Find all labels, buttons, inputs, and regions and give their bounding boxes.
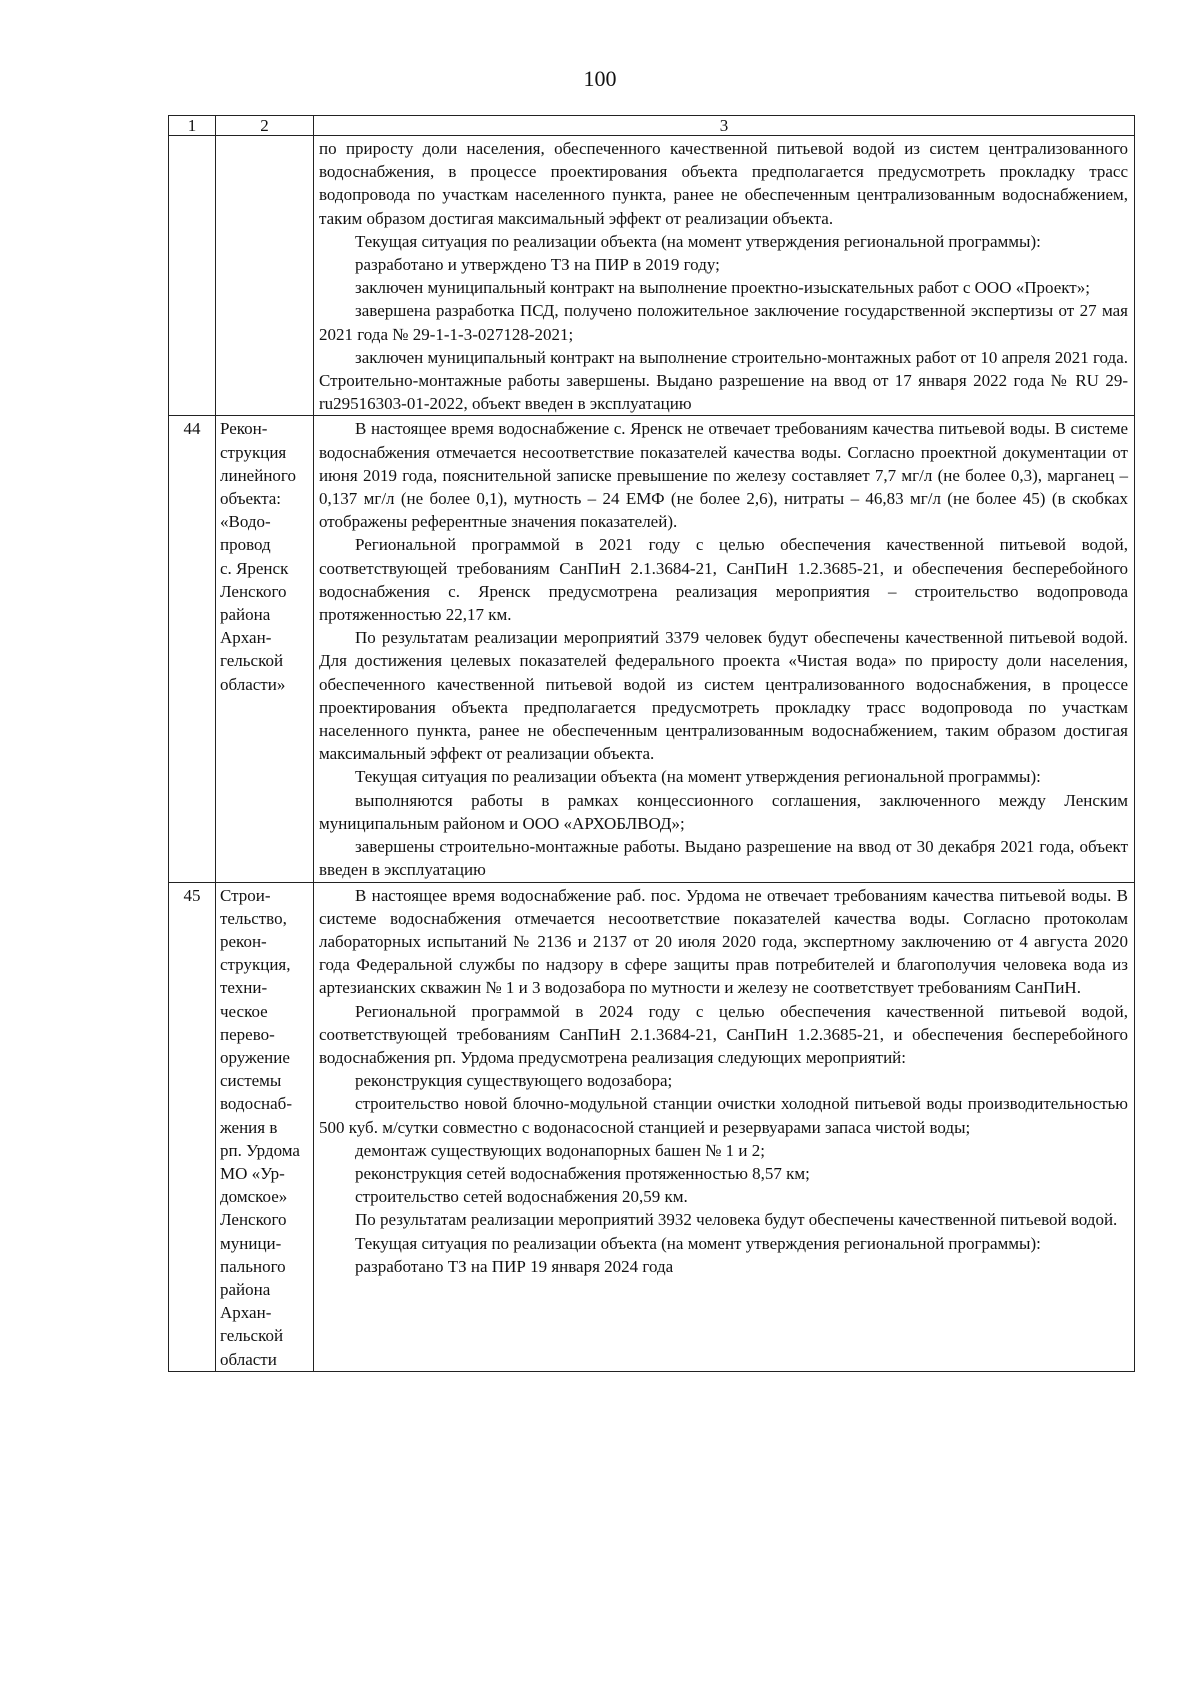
object-name-line: Строи- xyxy=(220,885,271,905)
table-row xyxy=(169,416,1135,882)
description-paragraph: В настоящее время водоснабжение с. Яренск не отвечает требованиям качества питьевой воды. В системе водоснабжения отмечается несоответствие показателей качества воды. Согласно проектной документации от июня 2019 года, пояснительной записке превышение по железу составляет 7,7 мг/л (не более 0,3), марганец – 0,137 мг/л (не более 0,1), мутность – 24 ЕМФ (не более 2,6), нитраты – 46,83 мг/л (не более 45) (в скобках отображены референтные значения показателей). xyxy=(319,419,1128,532)
row-number: 44 xyxy=(169,416,216,882)
description-paragraph: завершена разработка ПСД, получено положительное заключение государственной экспертизы от 27 мая 2021 года № 29-1-1-3-027128-2021; xyxy=(319,301,1128,344)
object-name-line: перево- xyxy=(220,1024,275,1044)
row-number: 45 xyxy=(169,882,216,1371)
description-paragraph: Региональной программой в 2024 году с целью обеспечения качественной питьевой водой, соответствующей требованиям СанПиН 2.1.3684-21, СанПиН 1.2.3685-21, и обеспечения бесперебойного водоснабжения рп. Урдома предусмотрена реализация следующих мероприятий: xyxy=(319,1001,1128,1067)
description-paragraph: заключен муниципальный контракт на выполнение строительно-монтажных работ от 10 апреля 2021 года. Строительно-монтажные работы завершены. Выдано разрешение на ввод от 17 января 2022 года № RU 29-ru29516303-01-2022, объект введен в эксплуатацию xyxy=(319,347,1128,414)
description xyxy=(314,882,1135,1371)
object-name-line: техни- xyxy=(220,978,268,998)
row-number xyxy=(169,136,216,416)
description-paragraph: строительство новой блочно-модульной станции очистки холодной питьевой воды производительностью 500 куб. м/сутки совместно с водонасосной станцией и резервуарами запаса чистой воды; xyxy=(319,1094,1128,1137)
description-paragraph: выполняются работы в рамках концессионного соглашения, заключенного между Ленским муниципальным районом и ООО «АРХОБЛВОД»; xyxy=(319,790,1128,833)
description-paragraph: По результатам реализации мероприятий 3379 человек будут обеспечены качественной питьевой водой. Для достижения целевых показателей федерального проекта «Чистая вода» по приросту доли населения, обеспеченного качественной питьевой водой из систем централизованного водоснабжения, в процессе проектирования объекта предполагается предусмотреть прокладку трасс водопровода по участкам населенного пункта, ранее не обеспеченным централизованным водоснабжением, таким образом достигая максимальный эффект от реализации объекта. xyxy=(319,628,1128,764)
object-name-line: рп. Урдома xyxy=(220,1140,300,1160)
description-paragraph: разработано ТЗ на ПИР 19 января 2024 года xyxy=(355,1256,674,1276)
description-paragraph: реконструкция сетей водоснабжения протяженностью 8,57 км; xyxy=(355,1163,810,1183)
object-name-line: линейного xyxy=(220,465,296,485)
object-name-line: струкция, xyxy=(220,955,291,975)
description-paragraph: В настоящее время водоснабжение раб. пос. Урдома не отвечает требованиям качества питьевой воды. В системе водоснабжения отмечается несоответствие показателей качества воды. Согласно протоколам лабораторных испытаний № 2136 и 2137 от 20 июля 2020 года, экспертному заключению от 4 августа 2020 года Федеральной службы по надзору в сфере защиты прав потребителей и благополучия человека вода из артезианских скважин № 1 и 3 водозабора по мутности и железу не соответствует требованиям СанПиН. xyxy=(319,885,1128,998)
object-name-line: струкция xyxy=(220,442,287,462)
object-name-line: с. Яренск xyxy=(220,558,289,578)
header-col-2: 2 xyxy=(216,116,314,136)
object-name-line: области» xyxy=(220,674,286,694)
object-name-line: ческое xyxy=(220,1001,268,1021)
object-name-line: оружение xyxy=(220,1047,290,1067)
description-paragraph: завершены строительно-монтажные работы. Выдано разрешение на ввод от 30 декабря 2021 года, объект введен в эксплуатацию xyxy=(319,837,1128,880)
table-header-row xyxy=(169,116,1135,136)
object-name-line: «Водо- xyxy=(220,512,271,532)
object-name-line: Ленского xyxy=(220,581,287,601)
description xyxy=(314,136,1135,416)
object-name-line: жения в xyxy=(220,1117,278,1137)
description-paragraph: строительство сетей водоснабжения 20,59 км. xyxy=(355,1187,688,1207)
description-paragraph: Региональной программой в 2021 году с целью обеспечения качественной питьевой водой, соответствующей требованиям СанПиН 2.1.3684-21, СанПиН 1.2.3685-21, и обеспечения бесперебойного водоснабжения с. Яренск предусмотрена реализация мероприятия – строительство водопровода протяженностью 22,17 км. xyxy=(319,535,1128,625)
description-paragraph: разработано и утверждено ТЗ на ПИР в 2019 году; xyxy=(355,255,720,275)
object-name-line: Архан- xyxy=(220,1303,272,1323)
description-paragraph: Текущая ситуация по реализации объекта (на момент утверждения региональной программы): xyxy=(355,1233,1041,1253)
object-name-line: водоснаб- xyxy=(220,1094,292,1114)
description-paragraph: По результатам реализации мероприятий 3932 человека будут обеспечены качественной питьевой водой. xyxy=(355,1210,1118,1230)
description-paragraph: демонтаж существующих водонапорных башен № 1 и 2; xyxy=(355,1140,765,1160)
object-name xyxy=(216,416,314,882)
object-name-line: Архан- xyxy=(220,628,272,648)
table-row xyxy=(169,136,1135,416)
object-name-line: провод xyxy=(220,535,271,555)
header-col-3: 3 xyxy=(314,116,1135,136)
object-name-line: домское» xyxy=(220,1187,288,1207)
page-number: 100 xyxy=(583,66,617,91)
object-name-line: тельство, xyxy=(220,908,287,928)
description-paragraph: заключен муниципальный контракт на выполнение проектно-изыскательных работ с ООО «Проект»; xyxy=(355,278,1090,298)
object-name-line: системы xyxy=(220,1071,282,1091)
object-name-line: муници- xyxy=(220,1233,282,1253)
table-row xyxy=(169,882,1135,1371)
object-name-line: района xyxy=(220,1279,271,1299)
description-paragraph: Текущая ситуация по реализации объекта (на момент утверждения региональной программы): xyxy=(355,231,1041,251)
object-name-line: гельской xyxy=(220,1326,284,1346)
object-name xyxy=(216,882,314,1371)
object-name-line: МО «Ур- xyxy=(220,1163,285,1183)
object-name-line: области xyxy=(220,1349,277,1369)
description-paragraph: Текущая ситуация по реализации объекта (на момент утверждения региональной программы): xyxy=(355,767,1041,787)
description-paragraph: по приросту доли населения, обеспеченного качественной питьевой водой из систем централизованного водоснабжения, в процессе проектирования объекта предполагается предусмотреть прокладку трасс водопровода по участкам населенного пункта, ранее не обеспеченным централизованным водоснабжением, таким образом достигая максимальный эффект от реализации объекта. xyxy=(319,139,1128,228)
object-name-line: района xyxy=(220,605,271,625)
object-name xyxy=(216,136,314,416)
description-paragraph: реконструкция существующего водозабора; xyxy=(355,1071,673,1091)
object-name-line: гельской xyxy=(220,651,284,671)
object-name-line: объекта: xyxy=(220,489,282,509)
object-name-line: пального xyxy=(220,1256,286,1276)
description xyxy=(314,416,1135,882)
object-name-line: Ленского xyxy=(220,1210,287,1230)
header-col-1: 1 xyxy=(169,116,216,136)
object-name-line: рекон- xyxy=(220,931,267,951)
object-name-line: Рекон- xyxy=(220,419,268,439)
program-table xyxy=(168,115,1135,1372)
